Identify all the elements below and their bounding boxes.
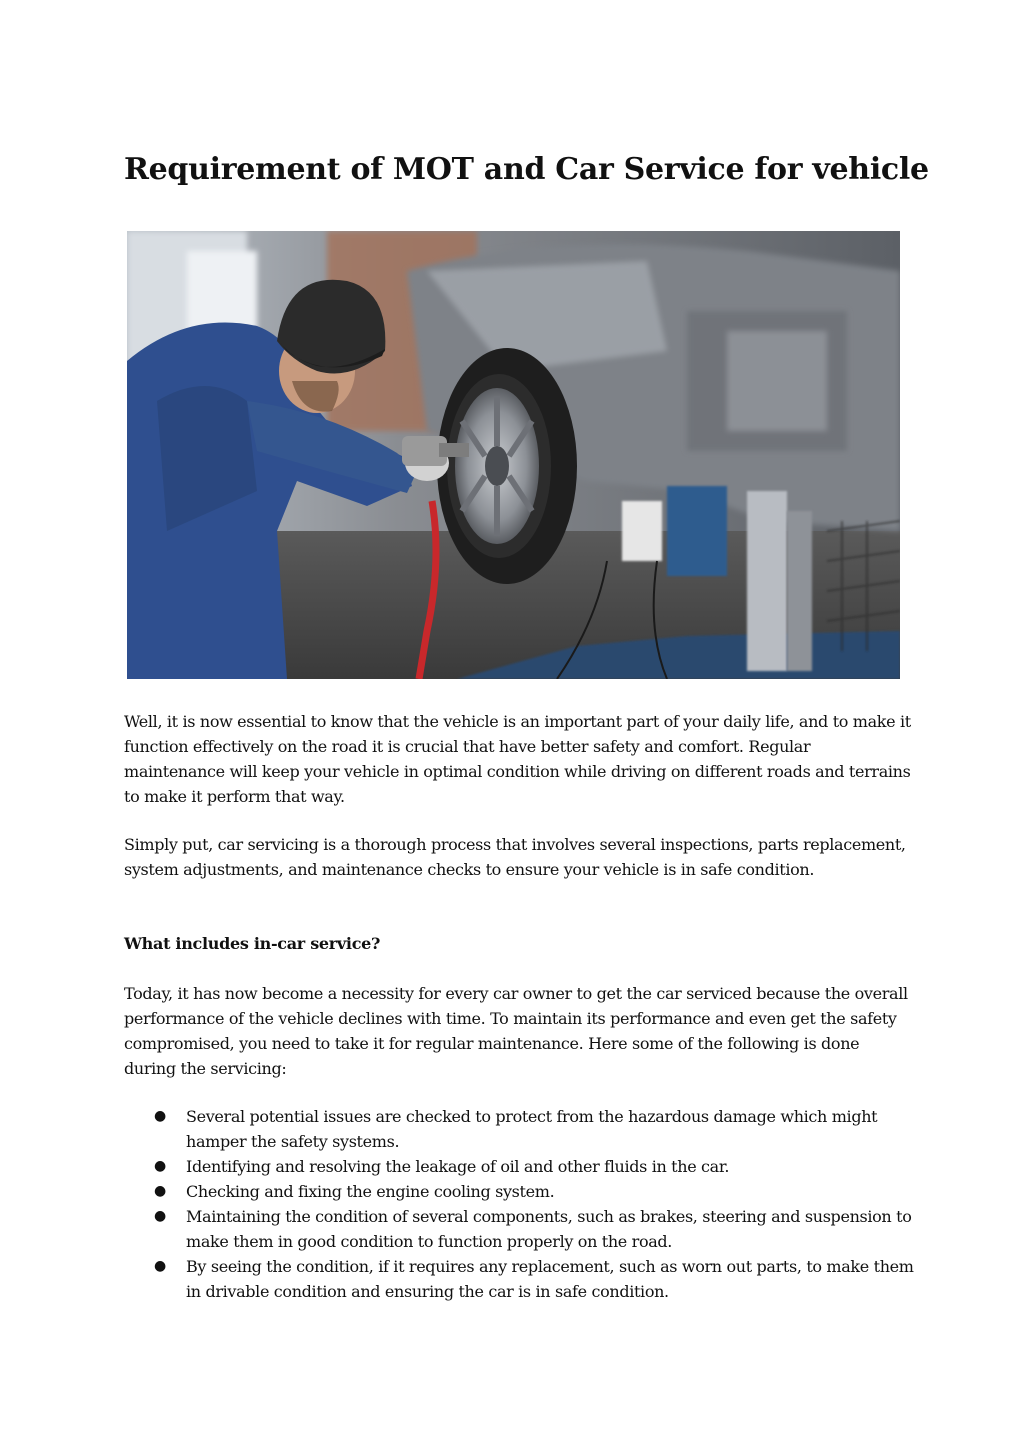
bullet-icon: ● (154, 1108, 166, 1124)
page-title: Requirement of MOT and Car Service for vehicle (124, 152, 929, 187)
mechanic-photo (127, 231, 900, 679)
mechanic-changing-tire-icon (127, 231, 900, 679)
bullet-text: Identifying and resolving the leakage of oil and other fluids in the car. (186, 1157, 730, 1176)
section-heading: What includes in-car service? (124, 934, 381, 953)
list-item (124, 1204, 914, 1254)
list-item (124, 1179, 914, 1204)
bullet-icon: ● (154, 1208, 166, 1224)
bullet-text: By seeing the condition, if it requires any replacement, such as worn out parts, to make them in drivable condition and ensuring the car is in safe condition. (186, 1257, 914, 1301)
bullet-text: Checking and fixing the engine cooling system. (186, 1182, 555, 1201)
bullet-icon: ● (154, 1158, 166, 1174)
bullet-icon: ● (154, 1183, 166, 1199)
definition-paragraph: Simply put, car servicing is a thorough process that involves several inspections, parts replacement, system adjustments, and maintenance checks to ensure your vehicle is in safe condition. (124, 835, 906, 879)
bullet-icon: ● (154, 1258, 166, 1274)
bullet-text: Maintaining the condition of several components, such as brakes, steering and suspension to make them in good condition to function properly on the road. (186, 1207, 912, 1251)
service-paragraph: Today, it has now become a necessity for every car owner to get the car serviced because the overall performance of the vehicle declines with time. To maintain its performance and even get the safety compromised, you need to take it for regular maintenance. Here some of the following is done during the servicing: (124, 984, 908, 1078)
list-item (124, 1254, 914, 1304)
list-item (124, 1154, 914, 1179)
intro-paragraph: Well, it is now essential to know that the vehicle is an important part of your daily life, and to make it function effectively on the road it is crucial that have better safety and comfort. Regular maintenance will keep your vehicle in optimal condition while driving on different roads and terrains to make it perform that way. (124, 712, 911, 806)
bullet-text: Several potential issues are checked to protect from the hazardous damage which might hamper the safety systems. (186, 1107, 878, 1151)
service-bullet-list (124, 1104, 914, 1304)
list-item (124, 1104, 914, 1154)
